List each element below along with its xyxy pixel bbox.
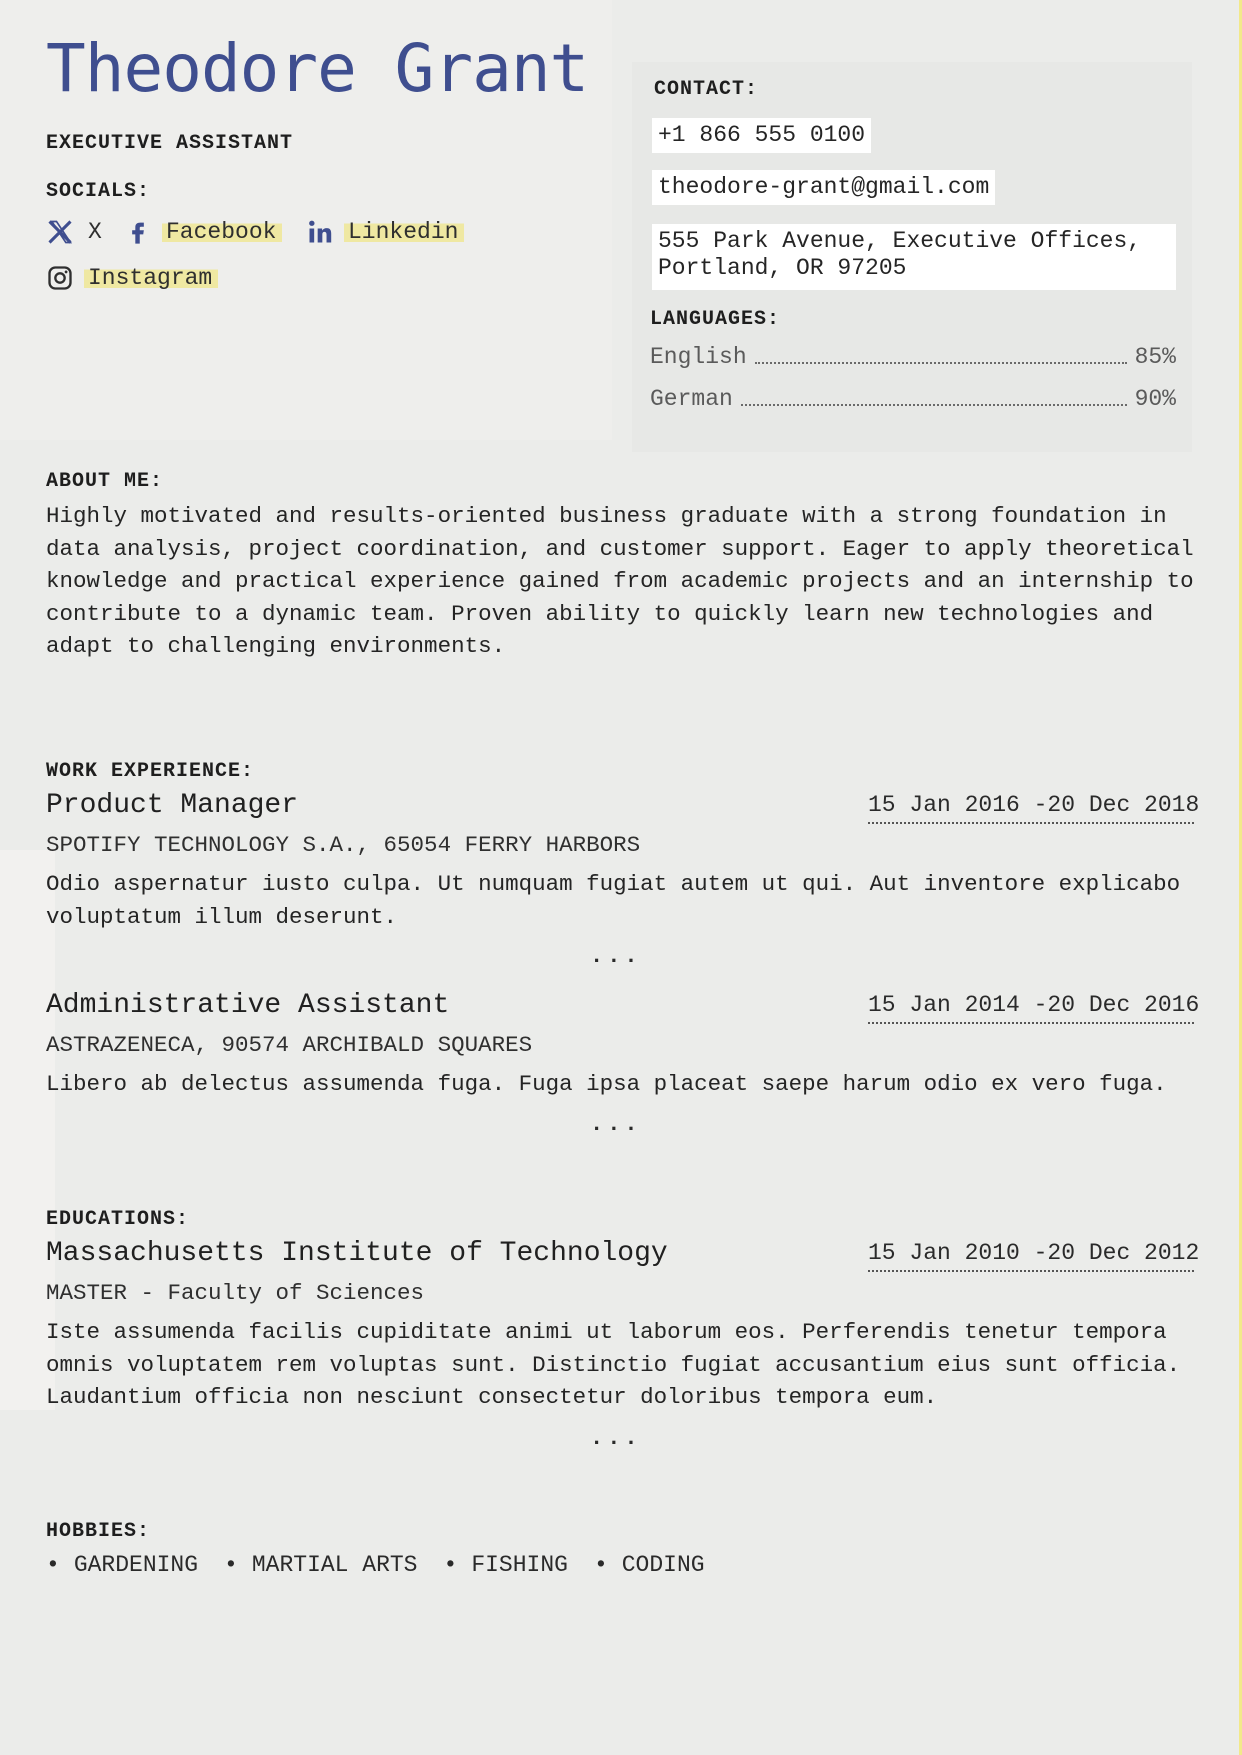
linkedin-icon [306, 218, 334, 246]
job-company: SPOTIFY TECHNOLOGY S.A., 65054 FERRY HARBORS [46, 832, 641, 858]
degree: MASTER - Faculty of Sciences [46, 1280, 425, 1306]
instagram-icon [46, 264, 74, 292]
more-indicator: ... [590, 944, 642, 969]
language-dots [755, 362, 1127, 364]
address-line-1: 555 Park Avenue, Executive Offices, [658, 228, 1142, 254]
education-dates: 15 Jan 2010 -20 Dec 2012 [868, 1240, 1194, 1272]
hobbies-heading: HOBBIES: [46, 1520, 151, 1543]
x-icon [46, 218, 74, 246]
about-text: Highly motivated and results-oriented business graduate with a strong foundation in data analysis, project coordination, and customer support. Eager to apply theoretical knowledge and practical experience gained from academic projects and an internship to contribute to a dynamic team. Proven ability to quickly learn new technologies and adapt to challenging environments. [46, 503, 1194, 659]
socials-heading: SOCIALS: [46, 180, 151, 203]
about-heading: ABOUT ME: [46, 470, 164, 493]
address-line-2: Portland, OR 97205 [658, 255, 907, 281]
more-indicator: ... [590, 1426, 642, 1451]
education-description: Iste assumenda facilis cupiditate animi ut laborum eos. Perferendis tenetur tempora omnis voluptatem rem voluptas sunt. Distinctio fugiat accusantium eius sunt officia. Laudantium officia non nesciunt consectetur doloribus tempora eum. [46, 1319, 1181, 1410]
language-dots [741, 404, 1127, 406]
social-facebook-label: Facebook [162, 219, 282, 245]
social-instagram-label: Instagram [84, 265, 218, 291]
hobby-item: FISHING [471, 1552, 568, 1578]
job-description: Odio aspernatur iusto culpa. Ut numquam fugiat autem ut qui. Aut inventore explicabo voluptatum illum deserunt. [46, 871, 1181, 930]
job-title-heading: EXECUTIVE ASSISTANT [46, 132, 294, 155]
school-name: Massachusetts Institute of Technology [46, 1238, 668, 1269]
work-heading: WORK EXPERIENCE: [46, 760, 255, 783]
contact-address [652, 224, 1176, 290]
contact-phone[interactable]: +1 866 555 0100 [652, 118, 871, 153]
language-level: 90% [1134, 386, 1176, 412]
facebook-icon [124, 218, 152, 246]
job-dates: 15 Jan 2014 -20 Dec 2016 [868, 992, 1194, 1024]
social-linkedin-label: Linkedin [344, 219, 464, 245]
social-x-label: X [88, 219, 102, 245]
contact-heading: CONTACT: [654, 78, 759, 101]
language-name: English [650, 344, 747, 370]
education-heading: EDUCATIONS: [46, 1208, 190, 1231]
hobby-item: MARTIAL ARTS [251, 1552, 418, 1578]
social-x[interactable] [46, 218, 108, 246]
hobby-item: CODING [621, 1552, 705, 1578]
social-instagram[interactable] [46, 264, 218, 292]
person-name: Theodore Grant [46, 30, 589, 107]
job-description: Libero ab delectus assumenda fuga. Fuga ipsa placeat saepe harum odio ex vero fuga. [46, 1071, 1167, 1097]
job-company: ASTRAZENECA, 90574 ARCHIBALD SQUARES [46, 1032, 533, 1058]
social-facebook[interactable] [124, 218, 282, 246]
language-level: 85% [1134, 344, 1176, 370]
languages-heading: LANGUAGES: [650, 308, 781, 331]
language-row [650, 344, 1176, 370]
more-indicator: ... [590, 1112, 642, 1137]
language-name: German [650, 386, 733, 412]
contact-email[interactable]: theodore-grant@gmail.com [652, 170, 995, 205]
language-row [650, 386, 1176, 412]
social-linkedin[interactable] [306, 218, 464, 246]
hobbies-list: • GARDENING • MARTIAL ARTS • FISHING • CODING [46, 1552, 705, 1578]
hobby-item: GARDENING [73, 1552, 199, 1578]
job-title: Product Manager [46, 790, 299, 821]
job-title: Administrative Assistant [46, 990, 450, 1021]
job-dates: 15 Jan 2016 -20 Dec 2018 [868, 792, 1194, 824]
